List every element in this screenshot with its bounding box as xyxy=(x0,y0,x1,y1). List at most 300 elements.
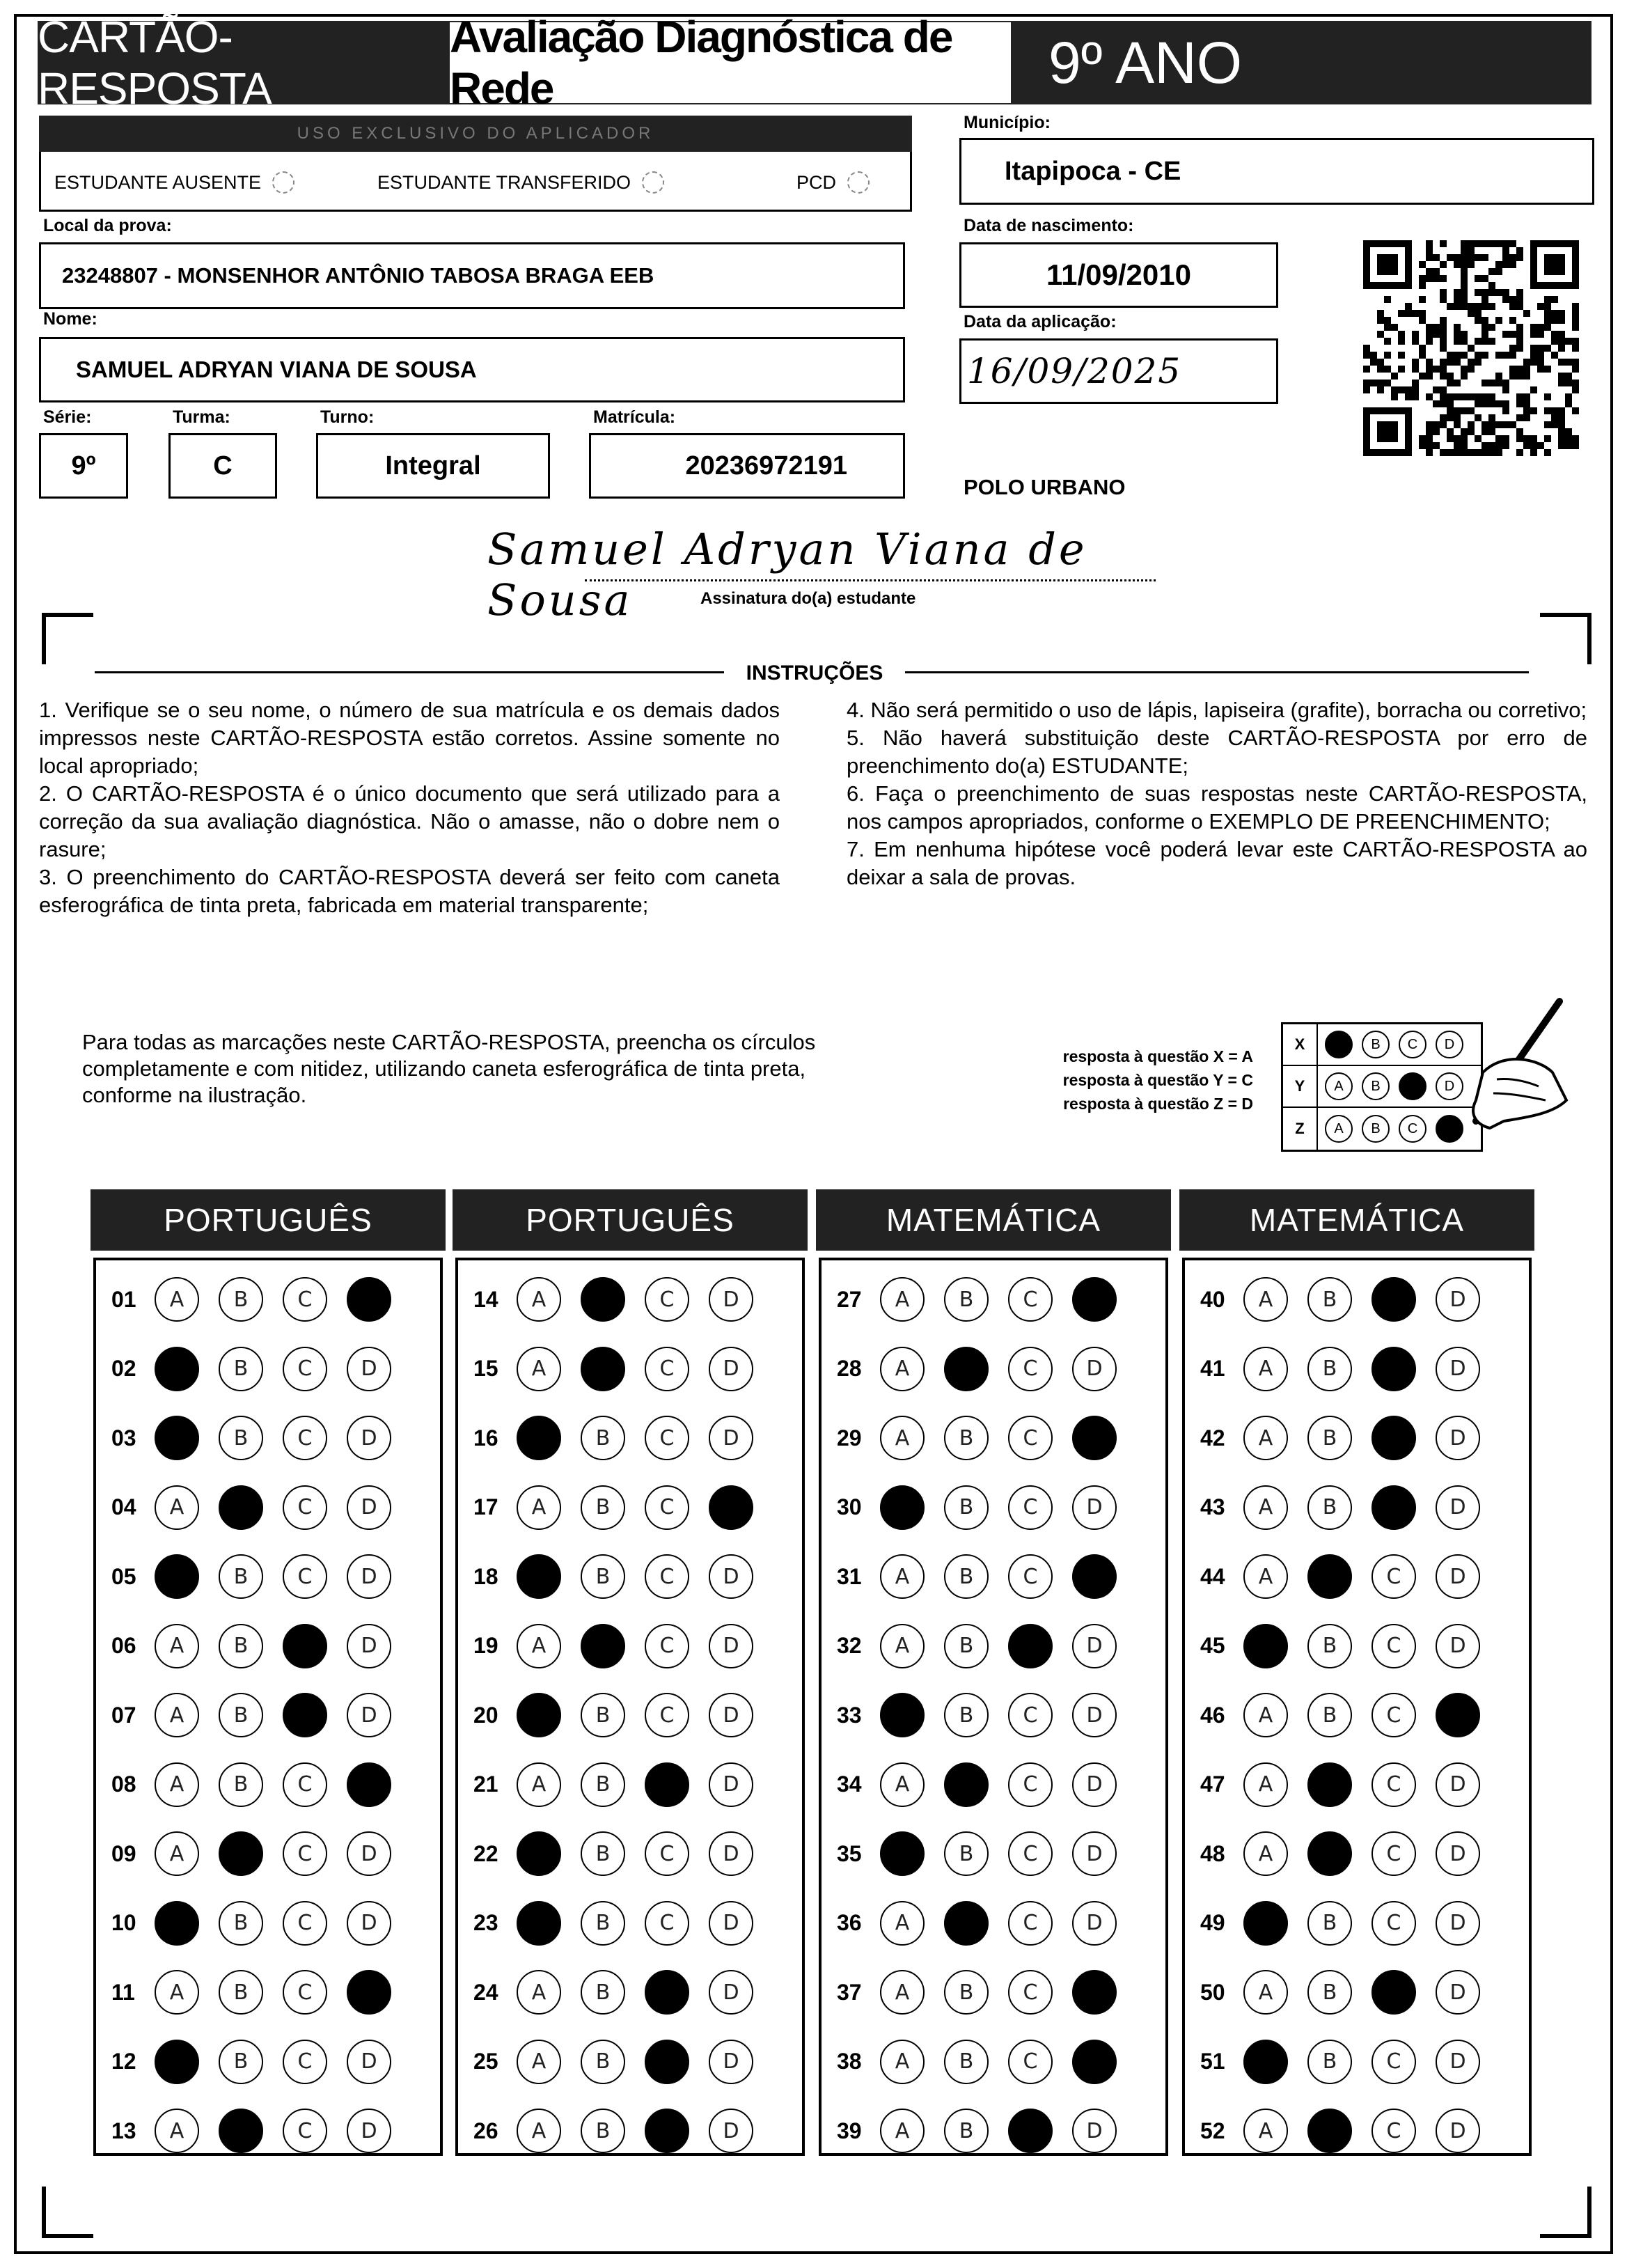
answer-bubble-a[interactable] xyxy=(517,1554,561,1599)
example-bubble-a: A xyxy=(1325,1115,1353,1143)
question-number: 45 xyxy=(1200,1633,1225,1658)
answer-bubble-a[interactable]: A xyxy=(880,1970,925,2015)
answer-bubble-a[interactable] xyxy=(517,1901,561,1946)
answer-bubble-c[interactable]: C xyxy=(1371,2040,1416,2084)
answer-bubble-a[interactable] xyxy=(1243,1624,1288,1668)
answer-bubble-d[interactable]: D xyxy=(347,2109,391,2153)
answer-bubble-c[interactable]: C xyxy=(1371,1624,1416,1668)
answer-bubble-a[interactable]: A xyxy=(517,1970,561,2015)
answer-bubble-c[interactable]: C xyxy=(1008,1347,1053,1391)
instructions-title: INSTRUÇÕES xyxy=(724,662,905,685)
answer-bubble-a[interactable]: A xyxy=(880,2109,925,2153)
applicator-bar: USO EXCLUSIVO DO APLICADOR xyxy=(39,116,912,152)
answer-bubble-d[interactable]: D xyxy=(709,1416,753,1460)
answer-bubble-d[interactable]: D xyxy=(347,1901,391,1946)
instructions-left xyxy=(39,696,780,919)
answer-bubble-a[interactable]: A xyxy=(1243,1970,1288,2015)
question-number: 18 xyxy=(473,1563,498,1589)
answer-bubble-b[interactable] xyxy=(944,1901,989,1946)
corner-top-right xyxy=(1540,613,1591,664)
question-number: 23 xyxy=(473,1910,498,1935)
answer-bubble-a[interactable] xyxy=(517,1693,561,1737)
answer-bubble-c[interactable]: C xyxy=(1008,1970,1053,2015)
answer-bubble-d[interactable]: D xyxy=(1436,1970,1480,2015)
local-label: Local da prova: xyxy=(43,216,172,235)
question-number: 30 xyxy=(837,1494,862,1519)
question-row xyxy=(473,1758,773,1811)
qr-code xyxy=(1363,237,1579,460)
answer-bubble-b[interactable]: B xyxy=(219,1970,263,2015)
answer-bubble-c[interactable]: C xyxy=(283,1277,327,1322)
question-number: 24 xyxy=(473,1979,498,2005)
answer-bubble-d[interactable]: D xyxy=(347,1347,391,1391)
answer-bubble-a[interactable]: A xyxy=(517,1624,561,1668)
pcd-circle[interactable] xyxy=(847,171,870,194)
answer-bubble-a[interactable]: A xyxy=(1243,1277,1288,1322)
answer-bubble-d[interactable]: D xyxy=(709,1901,753,1946)
question-number: 22 xyxy=(473,1840,498,1866)
answer-bubble-b[interactable]: B xyxy=(1307,1347,1352,1391)
question-row xyxy=(473,1273,773,1326)
answer-bubble-c[interactable]: C xyxy=(1371,1693,1416,1737)
answer-bubble-c[interactable] xyxy=(645,1762,689,1807)
answer-bubble-a[interactable]: A xyxy=(1243,1554,1288,1599)
answer-section xyxy=(1182,1258,1532,2156)
answer-bubble-d[interactable]: D xyxy=(1072,1693,1117,1737)
instruction-6: 6. Faça o preenchimento de suas respostas neste CARTÃO-RESPOSTA, nos campos apropriados, conforme o EXEMPLO DE PREENCHIMENTO; xyxy=(847,781,1587,834)
answer-bubble-a[interactable] xyxy=(155,1347,199,1391)
question-number: 35 xyxy=(837,1840,862,1866)
answer-bubble-c[interactable] xyxy=(645,2040,689,2084)
answer-bubble-c[interactable]: C xyxy=(1008,1693,1053,1737)
section-header: PORTUGUÊS xyxy=(91,1189,446,1251)
answer-bubble-b[interactable]: B xyxy=(219,1901,263,1946)
answer-bubble-d[interactable]: D xyxy=(709,1693,753,1737)
answer-bubble-b[interactable]: B xyxy=(944,1485,989,1530)
answer-bubble-a[interactable]: A xyxy=(1243,1693,1288,1737)
answer-bubble-a[interactable]: A xyxy=(880,1762,925,1807)
answer-bubble-a[interactable]: A xyxy=(1243,2109,1288,2153)
answer-bubble-d[interactable] xyxy=(709,1485,753,1530)
example-bubble-c: C xyxy=(1399,1115,1426,1143)
question-number: 06 xyxy=(111,1633,136,1658)
answer-bubble-b[interactable] xyxy=(944,1347,989,1391)
answer-bubble-b[interactable]: B xyxy=(944,2109,989,2153)
answer-bubble-d[interactable]: D xyxy=(1072,1901,1117,1946)
answer-bubble-b[interactable]: B xyxy=(219,1624,263,1668)
answer-bubble-c[interactable] xyxy=(1371,1277,1416,1322)
question-row xyxy=(1200,1620,1500,1673)
answer-bubble-b[interactable]: B xyxy=(944,1831,989,1876)
answer-bubble-b[interactable] xyxy=(944,1762,989,1807)
instructions-right xyxy=(847,696,1587,891)
answer-bubble-b[interactable] xyxy=(581,1277,625,1322)
question-number: 16 xyxy=(473,1425,498,1450)
answer-bubble-d[interactable]: D xyxy=(1436,1831,1480,1876)
answer-bubble-a[interactable] xyxy=(1243,1901,1288,1946)
question-number: 43 xyxy=(1200,1494,1225,1519)
answer-bubble-c[interactable]: C xyxy=(283,1831,327,1876)
answer-bubble-c[interactable]: C xyxy=(1008,1485,1053,1530)
answer-bubble-b[interactable]: B xyxy=(581,2040,625,2084)
answer-bubble-b[interactable]: B xyxy=(219,1554,263,1599)
answer-bubble-b[interactable]: B xyxy=(581,1970,625,2015)
answer-bubble-c[interactable]: C xyxy=(283,1554,327,1599)
answer-bubble-d[interactable] xyxy=(1072,1554,1117,1599)
answer-bubble-c[interactable] xyxy=(1008,1624,1053,1668)
question-number: 47 xyxy=(1200,1772,1225,1797)
answer-bubble-a[interactable]: A xyxy=(880,1347,925,1391)
answer-bubble-a[interactable] xyxy=(155,2040,199,2084)
answer-bubble-d[interactable] xyxy=(347,1762,391,1807)
answer-bubble-b[interactable] xyxy=(1307,2109,1352,2153)
pen-hand-icon xyxy=(1434,996,1573,1149)
question-number: 48 xyxy=(1200,1840,1225,1866)
answer-bubble-a[interactable] xyxy=(155,1416,199,1460)
answer-bubble-a[interactable]: A xyxy=(155,1277,199,1322)
answer-bubble-a[interactable]: A xyxy=(880,1277,925,1322)
answer-bubble-c[interactable]: C xyxy=(1008,1831,1053,1876)
answer-bubble-b[interactable]: B xyxy=(219,1347,263,1391)
answer-bubble-a[interactable]: A xyxy=(880,1901,925,1946)
question-number: 20 xyxy=(473,1702,498,1728)
question-row xyxy=(111,1550,411,1603)
answer-bubble-a[interactable] xyxy=(155,1554,199,1599)
question-number: 36 xyxy=(837,1910,862,1935)
question-number: 29 xyxy=(837,1425,862,1450)
answer-bubble-b[interactable]: B xyxy=(581,1554,625,1599)
answer-bubble-c[interactable]: C xyxy=(1008,1277,1053,1322)
answer-bubble-c[interactable]: C xyxy=(645,1693,689,1737)
answer-bubble-c[interactable] xyxy=(645,1970,689,2015)
answer-bubble-c[interactable]: C xyxy=(1371,1831,1416,1876)
answer-bubble-d[interactable]: D xyxy=(709,1762,753,1807)
answer-bubble-d[interactable]: D xyxy=(347,1554,391,1599)
question-row xyxy=(111,1827,411,1880)
answer-bubble-c[interactable]: C xyxy=(1008,1554,1053,1599)
absent-option[interactable] xyxy=(54,167,294,198)
answer-bubble-a[interactable]: A xyxy=(1243,1485,1288,1530)
answer-bubble-d[interactable]: D xyxy=(1436,1347,1480,1391)
question-number: 09 xyxy=(111,1840,136,1866)
answer-bubble-c[interactable]: C xyxy=(283,1762,327,1807)
answer-bubble-c[interactable]: C xyxy=(645,1831,689,1876)
answer-bubble-b[interactable]: B xyxy=(1307,1485,1352,1530)
answer-bubble-b[interactable]: B xyxy=(581,1416,625,1460)
answer-bubble-d[interactable] xyxy=(1436,1693,1480,1737)
question-row xyxy=(1200,1966,1500,2019)
answer-bubble-b[interactable]: B xyxy=(219,2040,263,2084)
answer-bubble-a[interactable] xyxy=(1243,2040,1288,2084)
answer-bubble-a[interactable]: A xyxy=(1243,1416,1288,1460)
answer-bubble-b[interactable] xyxy=(581,1624,625,1668)
question-row xyxy=(473,1689,773,1742)
answer-bubble-c[interactable]: C xyxy=(1371,1901,1416,1946)
answer-bubble-d[interactable]: D xyxy=(709,1554,753,1599)
answer-bubble-d[interactable]: D xyxy=(1072,1762,1117,1807)
answer-bubble-b[interactable]: B xyxy=(219,1416,263,1460)
answer-bubble-c[interactable]: C xyxy=(645,1485,689,1530)
name-field xyxy=(39,337,905,402)
answer-bubble-d[interactable]: D xyxy=(1436,1554,1480,1599)
answer-bubble-a[interactable]: A xyxy=(1243,1347,1288,1391)
question-number: 38 xyxy=(837,2049,862,2074)
serie-value: 9º xyxy=(71,451,96,480)
answer-bubble-a[interactable]: A xyxy=(517,2040,561,2084)
answer-bubble-d[interactable]: D xyxy=(709,1277,753,1322)
example-bubble-c xyxy=(1399,1072,1426,1100)
question-row xyxy=(473,1897,773,1950)
answer-bubble-d[interactable]: D xyxy=(347,2040,391,2084)
answer-bubble-b[interactable]: B xyxy=(944,1693,989,1737)
answer-bubble-a[interactable]: A xyxy=(880,1416,925,1460)
question-row xyxy=(837,1827,1136,1880)
transferred-option[interactable] xyxy=(377,167,664,198)
name-value: SAMUEL ADRYAN VIANA DE SOUSA xyxy=(76,357,477,382)
answer-bubble-a[interactable] xyxy=(880,1693,925,1737)
answer-bubble-b[interactable]: B xyxy=(581,2109,625,2153)
answer-bubble-c[interactable]: C xyxy=(645,1624,689,1668)
answer-bubble-b[interactable] xyxy=(1307,1831,1352,1876)
answer-bubble-b[interactable] xyxy=(581,1347,625,1391)
answer-bubble-a[interactable]: A xyxy=(155,2109,199,2153)
answer-bubble-b[interactable]: B xyxy=(1307,1277,1352,1322)
answer-bubble-c[interactable]: C xyxy=(1371,1762,1416,1807)
answer-bubble-c[interactable] xyxy=(1371,1416,1416,1460)
answer-bubble-c[interactable]: C xyxy=(1008,1416,1053,1460)
answer-bubble-c[interactable]: C xyxy=(1371,2109,1416,2153)
answer-bubble-c[interactable]: C xyxy=(645,1416,689,1460)
answer-bubble-d[interactable]: D xyxy=(1072,1485,1117,1530)
answer-bubble-c[interactable]: C xyxy=(645,1901,689,1946)
birth-field xyxy=(959,242,1278,308)
answer-bubble-c[interactable]: C xyxy=(1008,1901,1053,1946)
answer-bubble-a[interactable]: A xyxy=(517,2109,561,2153)
answer-bubble-b[interactable] xyxy=(219,1831,263,1876)
answer-bubble-a[interactable]: A xyxy=(1243,1831,1288,1876)
answer-bubble-b[interactable]: B xyxy=(944,1554,989,1599)
answer-bubble-d[interactable]: D xyxy=(1072,1624,1117,1668)
answer-bubble-b[interactable]: B xyxy=(1307,1901,1352,1946)
turno-label: Turno: xyxy=(320,407,375,427)
answer-bubble-d[interactable]: D xyxy=(709,2040,753,2084)
answer-bubble-d[interactable]: D xyxy=(1436,1485,1480,1530)
answer-bubble-d[interactable]: D xyxy=(347,1624,391,1668)
answer-bubble-b[interactable]: B xyxy=(219,1277,263,1322)
answer-bubble-a[interactable]: A xyxy=(155,1693,199,1737)
question-number: 46 xyxy=(1200,1702,1225,1728)
matricula-value: 20236972191 xyxy=(685,451,847,480)
answer-bubble-b[interactable]: B xyxy=(581,1762,625,1807)
question-row xyxy=(837,2104,1136,2157)
answer-bubble-c[interactable]: C xyxy=(283,1901,327,1946)
card-title: CARTÃO-RESPOSTA xyxy=(38,12,272,114)
question-row xyxy=(837,1273,1136,1326)
answer-bubble-b[interactable]: B xyxy=(1307,1693,1352,1737)
answer-bubble-d[interactable]: D xyxy=(1436,1762,1480,1807)
answer-bubble-a[interactable]: A xyxy=(1243,1762,1288,1807)
question-number: 04 xyxy=(111,1494,136,1519)
answer-bubble-a[interactable] xyxy=(155,1901,199,1946)
question-number: 11 xyxy=(111,1979,135,2005)
answer-bubble-a[interactable]: A xyxy=(155,1624,199,1668)
answer-bubble-a[interactable]: A xyxy=(517,1277,561,1322)
answer-bubble-c[interactable] xyxy=(1371,1485,1416,1530)
answer-bubble-d[interactable]: D xyxy=(1436,1277,1480,1322)
question-row xyxy=(473,1620,773,1673)
question-number: 52 xyxy=(1200,2118,1225,2143)
answer-bubble-a[interactable]: A xyxy=(155,1970,199,2015)
answer-bubble-b[interactable]: B xyxy=(581,1693,625,1737)
application-date-label: Data da aplicação: xyxy=(964,312,1117,331)
turma-value: C xyxy=(213,451,233,480)
answer-bubble-a[interactable]: A xyxy=(155,1485,199,1530)
question-number: 31 xyxy=(837,1563,862,1589)
answer-bubble-c[interactable] xyxy=(645,2109,689,2153)
answer-bubble-d[interactable]: D xyxy=(1072,2109,1117,2153)
answer-bubble-a[interactable]: A xyxy=(880,2040,925,2084)
municipio-label: Município: xyxy=(964,113,1051,132)
answer-bubble-d[interactable] xyxy=(1072,1277,1117,1322)
answer-bubble-c[interactable]: C xyxy=(283,1485,327,1530)
signature: Samuel Adryan Viana de Sousa xyxy=(487,524,1087,625)
answer-bubble-b[interactable]: B xyxy=(944,2040,989,2084)
example-question: X xyxy=(1283,1024,1318,1065)
answer-bubble-c[interactable] xyxy=(283,1693,327,1737)
question-row xyxy=(473,1827,773,1880)
answer-bubble-c[interactable]: C xyxy=(1008,2040,1053,2084)
answer-bubble-c[interactable]: C xyxy=(645,1277,689,1322)
question-row xyxy=(473,1343,773,1395)
question-row xyxy=(473,2035,773,2088)
answer-bubble-b[interactable]: B xyxy=(581,1831,625,1876)
question-row xyxy=(837,1411,1136,1464)
answer-bubble-d[interactable] xyxy=(347,1277,391,1322)
answer-bubble-b[interactable] xyxy=(219,1485,263,1530)
answer-bubble-a[interactable]: A xyxy=(517,1347,561,1391)
answer-bubble-a[interactable] xyxy=(880,1485,925,1530)
answer-bubble-d[interactable]: D xyxy=(347,1416,391,1460)
answer-bubble-d[interactable]: D xyxy=(347,1485,391,1530)
answer-bubble-c[interactable]: C xyxy=(645,1554,689,1599)
answer-bubble-c[interactable] xyxy=(1371,1970,1416,2015)
question-row xyxy=(837,1550,1136,1603)
answer-bubble-d[interactable]: D xyxy=(709,1347,753,1391)
answer-bubble-d[interactable]: D xyxy=(1436,2040,1480,2084)
answer-bubble-b[interactable] xyxy=(219,2109,263,2153)
answer-bubble-b[interactable]: B xyxy=(219,1762,263,1807)
question-number: 17 xyxy=(473,1494,498,1519)
answer-bubble-d[interactable] xyxy=(1072,1416,1117,1460)
transferred-circle[interactable] xyxy=(642,171,664,194)
answer-bubble-b[interactable]: B xyxy=(219,1693,263,1737)
answer-bubble-b[interactable]: B xyxy=(1307,1624,1352,1668)
answer-bubble-d[interactable] xyxy=(347,1970,391,2015)
answer-bubble-d[interactable]: D xyxy=(709,1970,753,2015)
question-number: 15 xyxy=(473,1356,498,1381)
answer-bubble-d[interactable] xyxy=(1072,1970,1117,2015)
answer-bubble-b[interactable]: B xyxy=(944,1277,989,1322)
answer-bubble-b[interactable]: B xyxy=(581,1485,625,1530)
question-number: 32 xyxy=(837,1633,862,1658)
answer-bubble-d[interactable]: D xyxy=(1436,1416,1480,1460)
question-number: 03 xyxy=(111,1425,136,1450)
example-bubble-b: B xyxy=(1362,1031,1390,1058)
answer-bubble-b[interactable]: B xyxy=(1307,2040,1352,2084)
question-number: 28 xyxy=(837,1356,862,1381)
answer-bubble-b[interactable] xyxy=(1307,1554,1352,1599)
question-row xyxy=(1200,1758,1500,1811)
pcd-option[interactable] xyxy=(796,167,870,198)
answer-bubble-c[interactable]: C xyxy=(283,1416,327,1460)
answer-bubble-b[interactable]: B xyxy=(944,1970,989,2015)
application-date-field[interactable] xyxy=(959,338,1278,404)
answer-bubble-a[interactable]: A xyxy=(155,1831,199,1876)
section-header: MATEMÁTICA xyxy=(1179,1189,1534,1251)
answer-bubble-d[interactable]: D xyxy=(1436,1624,1480,1668)
answer-bubble-d[interactable]: D xyxy=(1436,1901,1480,1946)
answer-bubble-a[interactable]: A xyxy=(880,1554,925,1599)
question-row xyxy=(111,1758,411,1811)
answer-bubble-d[interactable]: D xyxy=(1436,2109,1480,2153)
answer-bubble-d[interactable]: D xyxy=(347,1693,391,1737)
question-row xyxy=(1200,2035,1500,2088)
answer-bubble-d[interactable]: D xyxy=(347,1831,391,1876)
answer-bubble-c[interactable]: C xyxy=(283,1347,327,1391)
answer-bubble-c[interactable]: C xyxy=(283,2109,327,2153)
answer-bubble-b[interactable]: B xyxy=(944,1624,989,1668)
answer-bubble-c[interactable]: C xyxy=(1371,1554,1416,1599)
question-row xyxy=(837,2035,1136,2088)
answer-bubble-c[interactable] xyxy=(1371,1347,1416,1391)
absent-circle[interactable] xyxy=(272,171,294,194)
answer-bubble-c[interactable] xyxy=(283,1624,327,1668)
answer-bubble-c[interactable]: C xyxy=(1008,1762,1053,1807)
answer-bubble-a[interactable] xyxy=(517,1416,561,1460)
question-row xyxy=(111,1897,411,1950)
answer-bubble-d[interactable]: D xyxy=(1072,1831,1117,1876)
answer-bubble-b[interactable]: B xyxy=(944,1416,989,1460)
question-number: 37 xyxy=(837,1979,862,2005)
answer-bubble-d[interactable]: D xyxy=(709,1831,753,1876)
answer-bubble-d[interactable]: D xyxy=(709,2109,753,2153)
answer-bubble-a[interactable]: A xyxy=(155,1762,199,1807)
question-row xyxy=(1200,1481,1500,1534)
answer-bubble-c[interactable]: C xyxy=(645,1347,689,1391)
question-row xyxy=(1200,1689,1500,1742)
matricula-label: Matrícula: xyxy=(593,407,676,427)
answer-bubble-c[interactable]: C xyxy=(283,1970,327,2015)
answer-bubble-a[interactable]: A xyxy=(517,1485,561,1530)
answer-bubble-a[interactable]: A xyxy=(880,1624,925,1668)
answer-bubble-b[interactable] xyxy=(1307,1762,1352,1807)
answer-bubble-a[interactable]: A xyxy=(517,1762,561,1807)
question-row xyxy=(837,1343,1136,1395)
local-field xyxy=(39,242,905,309)
answer-bubble-c[interactable] xyxy=(1008,2109,1053,2153)
question-row xyxy=(1200,1827,1500,1880)
answer-bubble-b[interactable]: B xyxy=(1307,1416,1352,1460)
answer-bubble-b[interactable]: B xyxy=(581,1901,625,1946)
answer-bubble-c[interactable]: C xyxy=(283,2040,327,2084)
answer-bubble-d[interactable]: D xyxy=(709,1624,753,1668)
answer-bubble-a[interactable] xyxy=(517,1831,561,1876)
answer-bubble-d[interactable] xyxy=(1072,2040,1117,2084)
answer-bubble-a[interactable] xyxy=(880,1831,925,1876)
question-number: 34 xyxy=(837,1772,862,1797)
answer-bubble-b[interactable]: B xyxy=(1307,1970,1352,2015)
answer-bubble-d[interactable]: D xyxy=(1072,1347,1117,1391)
